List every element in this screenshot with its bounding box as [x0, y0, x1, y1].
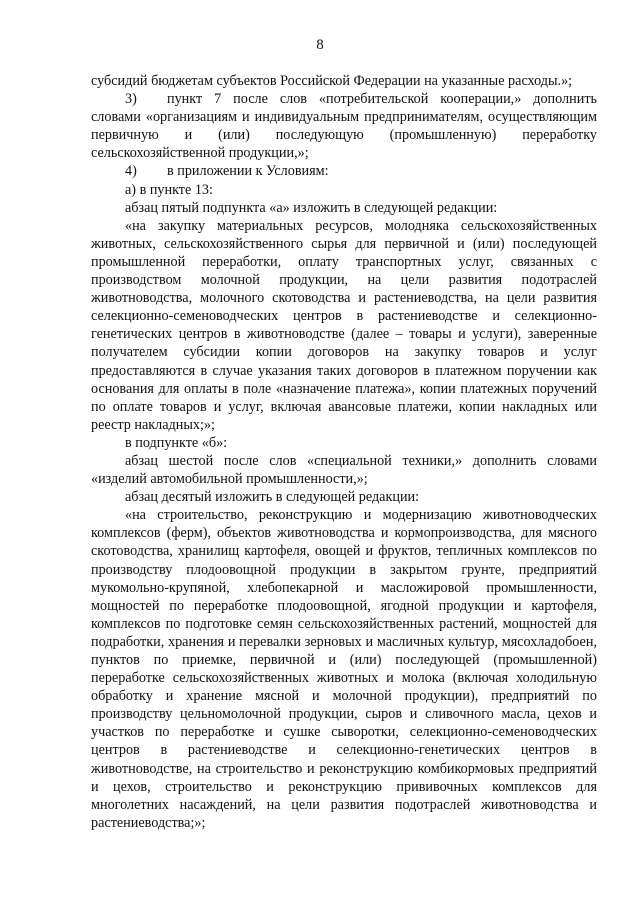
paragraph-text: пункт 7 после слов «потребительской кооперации,» дополнить словами «организациям и индивидуальным предпринимателям, осуществляющим первичную и (или) последующую (промышленную) переработку сельскохозяйственной продукции,»;: [91, 91, 597, 162]
item-number: 3): [125, 91, 137, 108]
paragraph: «на строительство, реконструкцию и модернизацию животноводческих комплексов (ферм), объектов животноводства и кормопроизводства, для мясного скотоводства, хранилищ картофеля, овощей и фруктов, тепличных комплексов по производству плодоовощной продукции в закрытом грунте, предприятий мукомольно-крупяной, хлебопекарной и масложировой промышленности, мощностей по переработке плодоовощной, ягодной продукции и картофеля, комплексов по подготовке семян сельскохозяйственных растений, мощностей для подработки, хранения и перевалки зерновых и масличных культур, мясохладобоен, пунктов по приемке, первичной и (или) последующей (промышленной) переработке сельскохозяйственных животных и молока (включая холодильную обработку и хранение мясной и молочной продукции), предприятий по производству цельномолочной продукции, сыров и сливочного масла, цехов и участков по переработке и сушке сыворотки, селекционно-семеноводческих центров в растениеводстве и селекционно-генетических центров в животноводстве, на строительство и реконструкцию комбикормовых предприятий и цехов, строительство и реконструкцию прививочных комплексов для многолетних насаждений, на цели развития подотраслей животноводства и растениеводства;»;: [91, 507, 597, 831]
body-text: [91, 72, 597, 832]
numbered-paragraph: [91, 90, 597, 162]
paragraph: в подпункте «б»:: [125, 434, 228, 451]
item-number: 4): [125, 163, 137, 180]
paragraph: абзац десятый изложить в следующей редакции:: [125, 489, 420, 506]
paragraph: абзац шестой после слов «специальной техники,» дополнить словами «изделий автомобильной промышленности,»;: [91, 452, 597, 488]
paragraph: субсидий бюджетам субъектов Российской Федерации на указанные расходы.»;: [91, 73, 573, 89]
page-number: 8: [316, 37, 324, 53]
paragraph: «на закупку материальных ресурсов, молодняка сельскохозяйственных животных, сельскохозяйственного сырья для первичной и (или) последующей промышленной переработки, оплату транспортных услуг, связанных с производством молочной продукции, на цели развития подотраслей животноводства, молочного скотоводства и растениеводства, на цели развития селекционно-семеноводческих центров в растениеводстве и селекционно-генетических центров в животноводстве (далее – товары и услуги), заверенные получателем субсидии копии договоров на закупку товаров и услуг предоставляются в случае указания таких договоров в платежном поручении как основания для оплаты в поле «назначение платежа», копии платежных поручений по оплате товаров и услуг, включая авансовые платежи, копии накладных или реестр накладных;»;: [91, 217, 597, 433]
paragraph: абзац пятый подпункта «а» изложить в следующей редакции:: [125, 199, 498, 216]
paragraph: а) в пункте 13:: [125, 181, 213, 198]
paragraph-text: в приложении к Условиям:: [167, 163, 329, 180]
numbered-paragraph: [91, 162, 597, 180]
